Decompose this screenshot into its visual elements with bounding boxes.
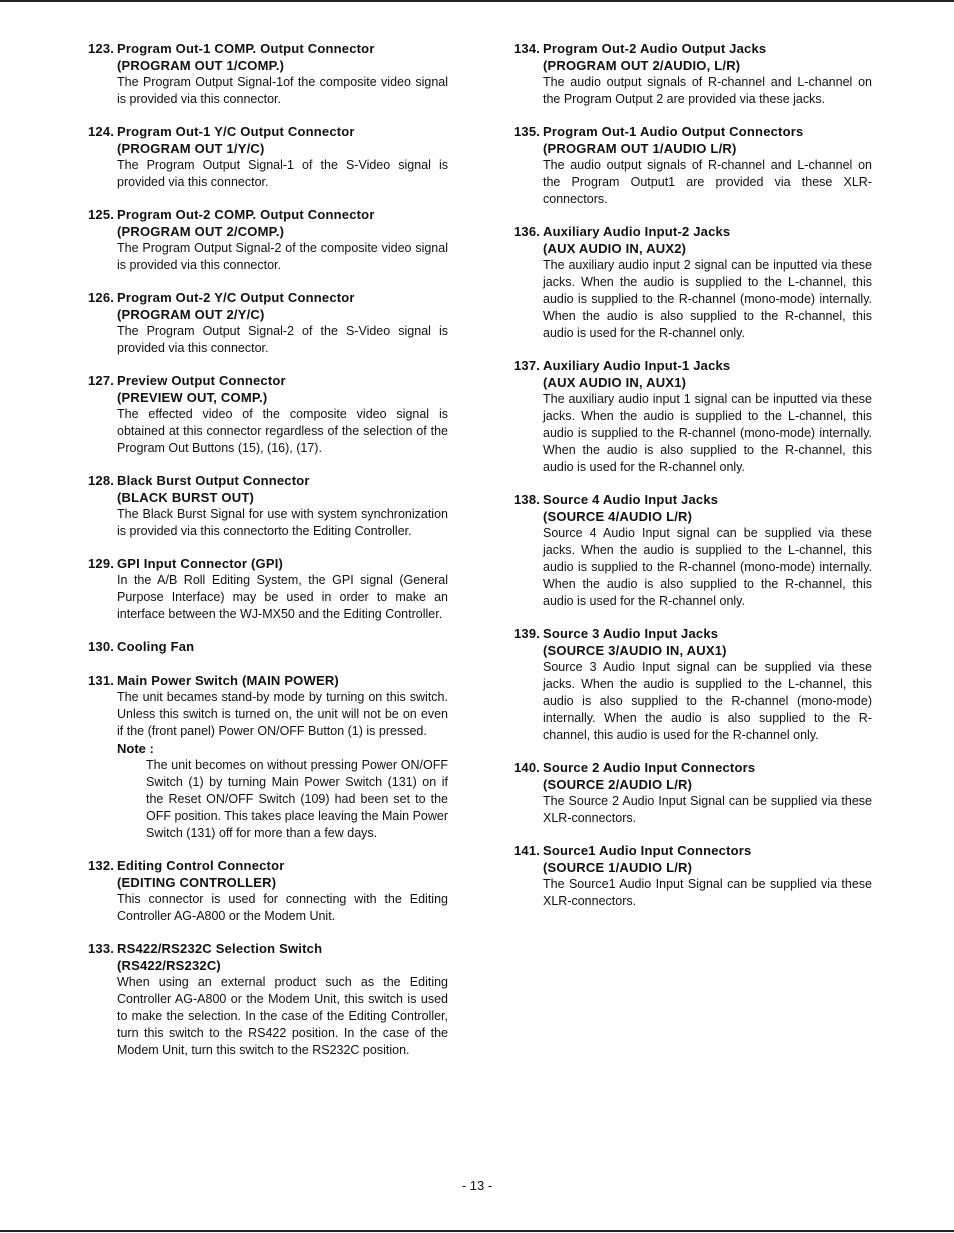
entry-subtitle: (AUX AUDIO IN, AUX2) (543, 241, 687, 256)
entry-128 (88, 472, 448, 540)
left-column (88, 40, 448, 1059)
entry-125 (88, 206, 448, 274)
entry-124 (88, 123, 448, 191)
entry-subtitle: (PREVIEW OUT, COMP.) (117, 390, 268, 405)
entry-subtitle: (AUX AUDIO IN, AUX1) (543, 375, 687, 390)
entry-title: Program Out-2 COMP. Output Connector (117, 207, 375, 222)
entry-title: Auxiliary Audio Input-2 Jacks (543, 224, 731, 239)
note-body: The unit becomes on without pressing Power ON/OFF Switch (1) by turning Main Power Switch (131) on if the Reset ON/OFF Switch (109) had been set to the OFF position. This takes place leaving the Main Power Switch (131) off for more than a few days. (146, 758, 448, 840)
entry-subtitle: (PROGRAM OUT 1/Y/C) (117, 141, 265, 156)
entry-subtitle: (SOURCE 2/AUDIO L/R) (543, 777, 693, 792)
entry-number: 123. (88, 41, 115, 56)
entry-subtitle: (PROGRAM OUT 1/COMP.) (117, 58, 285, 73)
entry-130 (88, 638, 448, 655)
entry-title: Source 4 Audio Input Jacks (543, 492, 719, 507)
entry-body: Source 3 Audio Input signal can be supplied via these jacks. When the audio is supplied to the L-channel, this audio is also supplied to the R-channel (mono-mode) internally. When the audio is also supplied to the R-channel, this audio is used for the R-channel only. (543, 660, 872, 742)
entry-number: 137. (514, 358, 541, 373)
entry-number: 139. (514, 626, 541, 641)
entry-title: Source1 Audio Input Connectors (543, 843, 752, 858)
entry-body: The Program Output Signal-2 of the S-Video signal is provided via this connector. (117, 324, 448, 355)
entry-body: The Program Output Signal-1of the composite video signal is provided via this connector. (117, 75, 448, 106)
entry-body: The Program Output Signal-1 of the S-Video signal is provided via this connector. (117, 158, 448, 189)
entry-subtitle: (RS422/RS232C) (117, 958, 221, 973)
entry-129 (88, 555, 448, 623)
entry-title: Program Out-2 Y/C Output Connector (117, 290, 355, 305)
entry-body: The Source 2 Audio Input Signal can be supplied via these XLR-connectors. (543, 794, 872, 825)
note-label: Note : (117, 741, 154, 756)
entry-title: Cooling Fan (117, 639, 195, 654)
entry-138 (514, 491, 872, 610)
entry-body: The audio output signals of R-channel and L-channel on the Program Output1 are provided via these XLR-connectors. (543, 158, 872, 206)
entry-number: 128. (88, 473, 115, 488)
entry-137 (514, 357, 872, 476)
right-column (514, 40, 872, 910)
entry-subtitle: (PROGRAM OUT 2/Y/C) (117, 307, 265, 322)
entry-140 (514, 759, 872, 827)
entry-body: The auxiliary audio input 1 signal can be inputted via these jacks. When the audio is supplied to the L-channel, this audio is supplied to the R-channel (mono-mode) internally. When the audio is also supplied to the R-channel, this audio is used for the R-channel only. (543, 392, 872, 474)
top-rule-mark (840, 0, 886, 2)
entry-133 (88, 940, 448, 1059)
entry-title: Editing Control Connector (117, 858, 285, 873)
entry-134 (514, 40, 872, 108)
entry-number: 141. (514, 843, 541, 858)
entry-135 (514, 123, 872, 208)
entry-title: Source 3 Audio Input Jacks (543, 626, 719, 641)
entry-body: This connector is used for connecting with the Editing Controller AG-A800 or the Modem Unit. (117, 892, 448, 923)
entry-number: 124. (88, 124, 115, 139)
entry-body: The Source1 Audio Input Signal can be supplied via these XLR-connectors. (543, 877, 872, 908)
entry-body: The effected video of the composite video signal is obtained at this connector regardless of the selection of the Program Out Buttons (15), (16), (17). (117, 407, 448, 455)
page-number: - 13 - (461, 1178, 493, 1193)
entry-title: GPI Input Connector (GPI) (117, 556, 284, 571)
entry-title: Program Out-2 Audio Output Jacks (543, 41, 767, 56)
entry-number: 135. (514, 124, 541, 139)
entry-132 (88, 857, 448, 925)
entry-title: RS422/RS232C Selection Switch (117, 941, 323, 956)
entry-number: 127. (88, 373, 115, 388)
entry-title: Black Burst Output Connector (117, 473, 310, 488)
top-rule-mark (928, 0, 954, 2)
entry-127 (88, 372, 448, 457)
entry-141 (514, 842, 872, 910)
entry-subtitle: (SOURCE 3/AUDIO IN, AUX1) (543, 643, 727, 658)
entry-subtitle: (SOURCE 1/AUDIO L/R) (543, 860, 693, 875)
entry-number: 129. (88, 556, 115, 571)
entry-title: Program Out-1 Audio Output Connectors (543, 124, 804, 139)
entry-subtitle: (PROGRAM OUT 2/AUDIO, L/R) (543, 58, 741, 73)
entry-number: 138. (514, 492, 541, 507)
entry-number: 132. (88, 858, 115, 873)
entry-number: 131. (88, 673, 115, 688)
entry-subtitle: (BLACK BURST OUT) (117, 490, 254, 505)
entry-body: The Black Burst Signal for use with system synchronization is provided via this connectorto the Editing Controller. (117, 507, 448, 538)
entry-title: Source 2 Audio Input Connectors (543, 760, 756, 775)
entry-body: The auxiliary audio input 2 signal can be inputted via these jacks. When the audio is supplied to the L-channel, this audio is supplied to the R-channel (mono-mode) internally. When the audio is also supplied to the R-channel, this audio is used for the R-channel only. (543, 258, 872, 340)
entry-subtitle: (EDITING CONTROLLER) (117, 875, 277, 890)
entry-body: When using an external product such as the Editing Controller AG-A800 or the Modem Unit, this switch is used to make the selection. In the case of the Editing Controller, turn this switch to the RS422 position. In the case of the Modem Unit, turn this switch to the RS232C position. (117, 975, 448, 1057)
entry-number: 136. (514, 224, 541, 239)
entry-body: The unit becames stand-by mode by turning on this switch. Unless this switch is turned on, the unit will not be on even if the (front panel) Power ON/OFF Button (1) is pressed. (117, 690, 448, 738)
entry-title: Program Out-1 Y/C Output Connector (117, 124, 355, 139)
entry-body: In the A/B Roll Editing System, the GPI signal (General Purpose Interface) may be used in order to make an interface between the WJ-MX50 and the Editing Controller. (117, 573, 448, 621)
entry-131 (88, 672, 448, 842)
entry-title: Main Power Switch (MAIN POWER) (117, 673, 339, 688)
entry-number: 125. (88, 207, 115, 222)
entry-subtitle: (PROGRAM OUT 2/COMP.) (117, 224, 285, 239)
entry-body: The audio output signals of R-channel and L-channel on the Program Output 2 are provided via these jacks. (543, 75, 872, 106)
entry-number: 134. (514, 41, 541, 56)
entry-139 (514, 625, 872, 744)
entry-number: 140. (514, 760, 541, 775)
entry-body: The Program Output Signal-2 of the composite video signal is provided via this connector. (117, 241, 448, 272)
entry-number: 130. (88, 639, 115, 654)
entry-title: Program Out-1 COMP. Output Connector (117, 41, 375, 56)
entry-123 (88, 40, 448, 108)
entry-136 (514, 223, 872, 342)
entry-number: 126. (88, 290, 115, 305)
entry-subtitle: (SOURCE 4/AUDIO L/R) (543, 509, 693, 524)
top-rule (0, 0, 954, 2)
entry-title: Auxiliary Audio Input-1 Jacks (543, 358, 731, 373)
bottom-rule (0, 1230, 954, 1232)
entry-body: Source 4 Audio Input signal can be supplied via these jacks. When the audio is supplied to the L-channel, this audio is supplied to the R-channel (mono-mode) internally. When the audio is also supplied to the R-channel, this audio is used for the R-channel only. (543, 526, 872, 608)
entry-subtitle: (PROGRAM OUT 1/AUDIO L/R) (543, 141, 737, 156)
entry-title: Preview Output Connector (117, 373, 286, 388)
entry-126 (88, 289, 448, 357)
entry-number: 133. (88, 941, 115, 956)
